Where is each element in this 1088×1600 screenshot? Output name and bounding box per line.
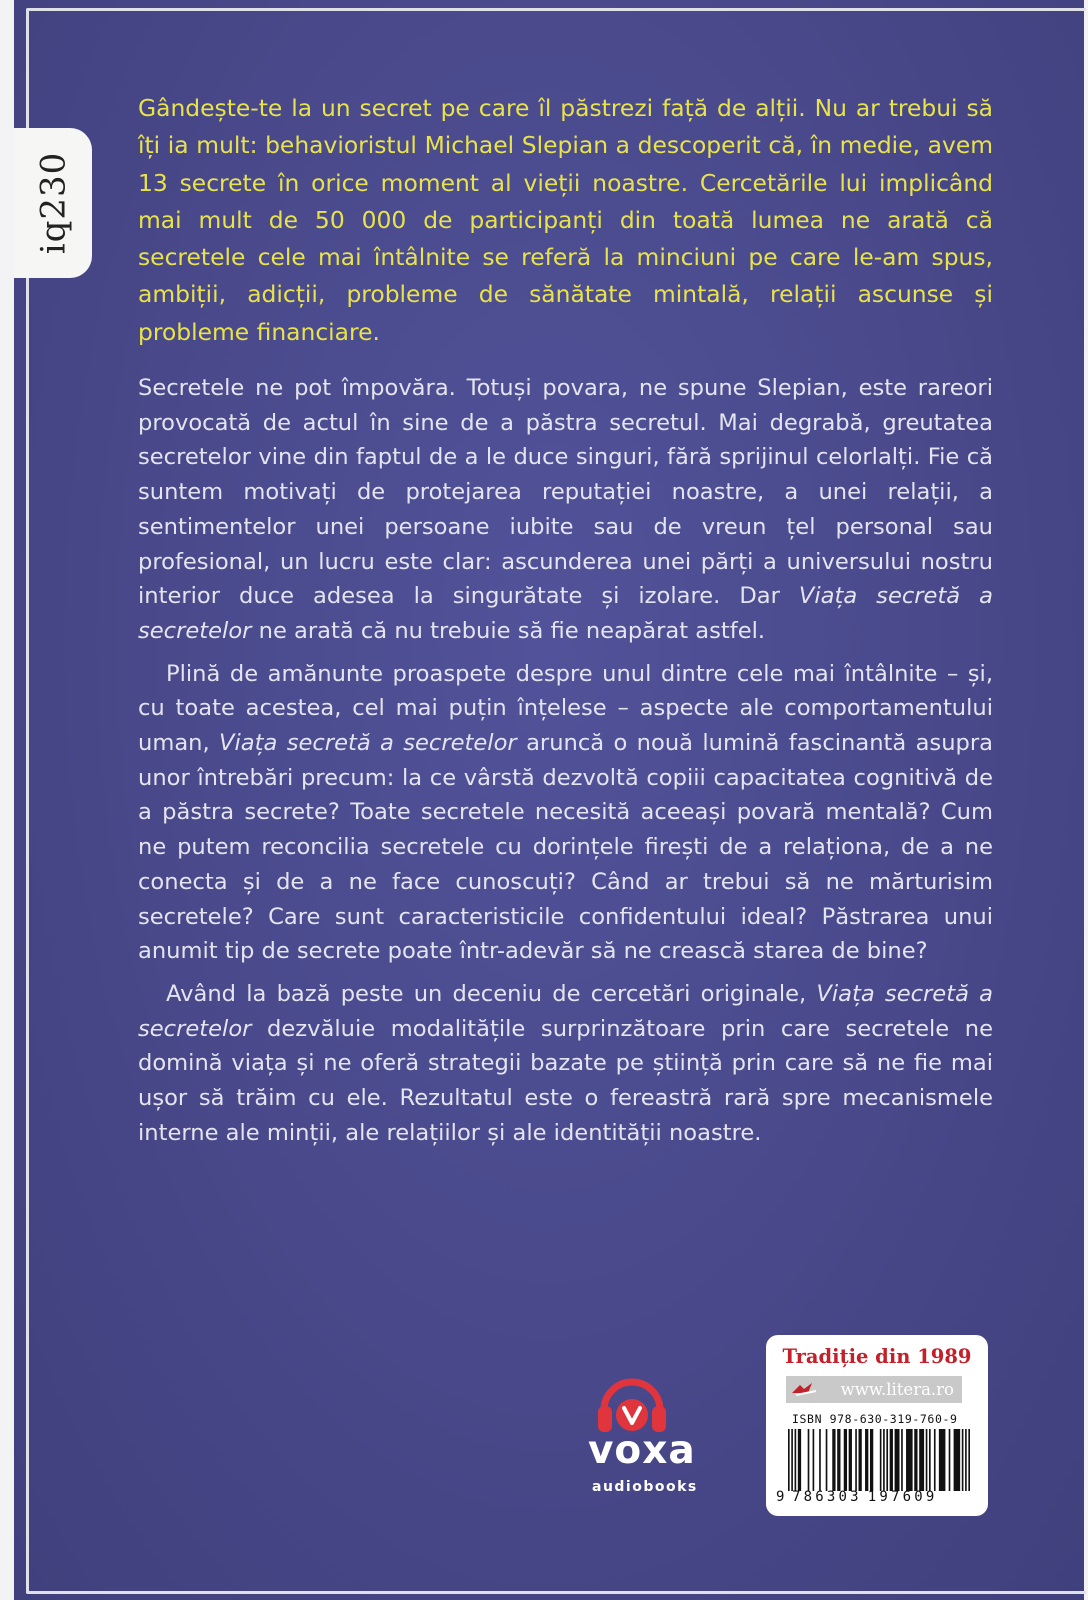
barcode-bar [895, 1429, 900, 1491]
barcode-bar [791, 1429, 793, 1491]
barcode-bar [914, 1429, 917, 1491]
paragraph-2: Plină de amănunte proaspete despre unul dintre cele mai întâlnite – și, cu toate acestea, cel mai puțin înțelese – aspecte ale comportamentului uman, Viața secretă a secretelor aruncă o nouă lumină fascinantă asupra unor întrebări precum: la ce vârstă dezvoltă copiii capacitatea cognitivă de a păstra secrete? Toate secretele necesită aceeași povară mentală? Cum ne putem reconcilia secretele cu dorințele firești de a relaționa, de a ne conecta și de a ne face cunoscuți? Când ar trebui să ne mărturisim secretele? Care sunt caracteristicile confidentului ideal? Păstrarea unui anumit tip de secrete poate într-adevăr să ne crească starea de bine? [138, 660, 994, 965]
barcode-bar [788, 1429, 790, 1491]
tradition-text: Tradiție din 1989 [782, 1345, 972, 1368]
publisher-logo-icon [790, 1379, 822, 1399]
barcode-bar [849, 1429, 852, 1491]
barcode-bar [962, 1429, 964, 1491]
logo-name: voxa [588, 1428, 696, 1473]
barcode-bar [954, 1429, 961, 1491]
collection-tab [14, 128, 92, 278]
description-text [138, 371, 993, 1150]
logo-subtitle: audiobooks [592, 1479, 698, 1495]
barcode-panel [766, 1335, 988, 1516]
intro-paragraph: Gândește-te la un secret pe care îl păstrezi față de alții. Nu ar trebui să îți ia mult: behavioristul Michael Slepian a descoperit că, în medie, avem 13 secrete în orice moment al vieții noastre. Cercetările lui implicând mai mult de 50 000 de participanți din toată lumea ne arată că secretele cele mai întâlnite se referă la minciuni pe care le-am spus, ambiții, adicții, probleme de sănătate mintală, relații ascunse și probleme financiare. [138, 94, 993, 346]
barcode-bars [788, 1429, 970, 1491]
barcode-bar [865, 1429, 868, 1491]
barcode-bar [880, 1429, 882, 1491]
barcode-bar [826, 1429, 828, 1491]
barcode-bar [883, 1429, 885, 1491]
barcode-bar [819, 1429, 821, 1491]
barcode-digits: 9 786303 197609 [776, 1489, 938, 1505]
barcode-bar [795, 1429, 797, 1491]
barcode-bar [870, 1429, 873, 1491]
barcode-bar [808, 1429, 810, 1491]
barcode-bar [855, 1429, 857, 1491]
voxa-logo [588, 1368, 734, 1518]
website-strip [786, 1376, 962, 1403]
barcode-bar [859, 1429, 862, 1491]
barcode-bar [926, 1429, 928, 1491]
barcode-bar [890, 1429, 893, 1491]
isbn-text: ISBN 978-630-319-760-9 [792, 1412, 958, 1426]
barcode-bar [886, 1429, 888, 1491]
barcode-bar [968, 1429, 970, 1491]
paragraph-1: Secretele ne pot împovăra. Totuși povara, ne spune Slepian, este rareori provocată de actul în sine de a păstra secretul. Mai degrabă, greutatea secretelor vine din faptul de a le duce singuri, fără sprijinul celorlalți. Fie că suntem motivați de protejarea reputației noastre, a unei relații, a sentimentelor unei persoane iubite sau de vreun țel personal sau profesional, un lucru este clar: ascunderea unei părți a universului nostru interior duce adesea la singurătate și izolare. Dar Viața secretă a secretelor ne arată că nu trebuie să fie neapărat astfel. [138, 375, 993, 644]
barcode-bar [798, 1429, 801, 1491]
barcode-bar [901, 1429, 903, 1491]
barcode-bar [906, 1429, 913, 1491]
book-title: Viața secretă a secretelor [138, 980, 993, 1042]
barcode-bar [949, 1429, 951, 1491]
barcode-bar [813, 1429, 815, 1491]
barcode-bar [844, 1429, 847, 1491]
collection-label: iq230 [33, 151, 74, 255]
book-title: Viața secretă a secretelor [219, 730, 517, 757]
barcode-bar [832, 1429, 835, 1491]
book-back-cover [14, 0, 1084, 1600]
barcode-bar [919, 1429, 924, 1491]
barcode-bar [965, 1429, 967, 1491]
barcode-bar [929, 1429, 931, 1491]
website-text: www.litera.ro [840, 1380, 954, 1399]
barcode-bar [934, 1429, 936, 1491]
barcode-bar [837, 1429, 840, 1491]
barcode-bar [939, 1429, 946, 1491]
book-title: Viața secretă a secretelor [138, 583, 993, 644]
paragraph-3: Având la bază peste un deceniu de cercetări originale, Viața secretă a secretelor dezvăluie modalitățile surprinzătoare prin care secretele ne domină viața și ne oferă strategii bazate pe știință prin care să ne fie mai ușor să trăim cu ele. Rezultatul este o fereastră rară spre mecanismele interne ale minții, ale relațiilor și ale identității noastre. [138, 980, 993, 1146]
